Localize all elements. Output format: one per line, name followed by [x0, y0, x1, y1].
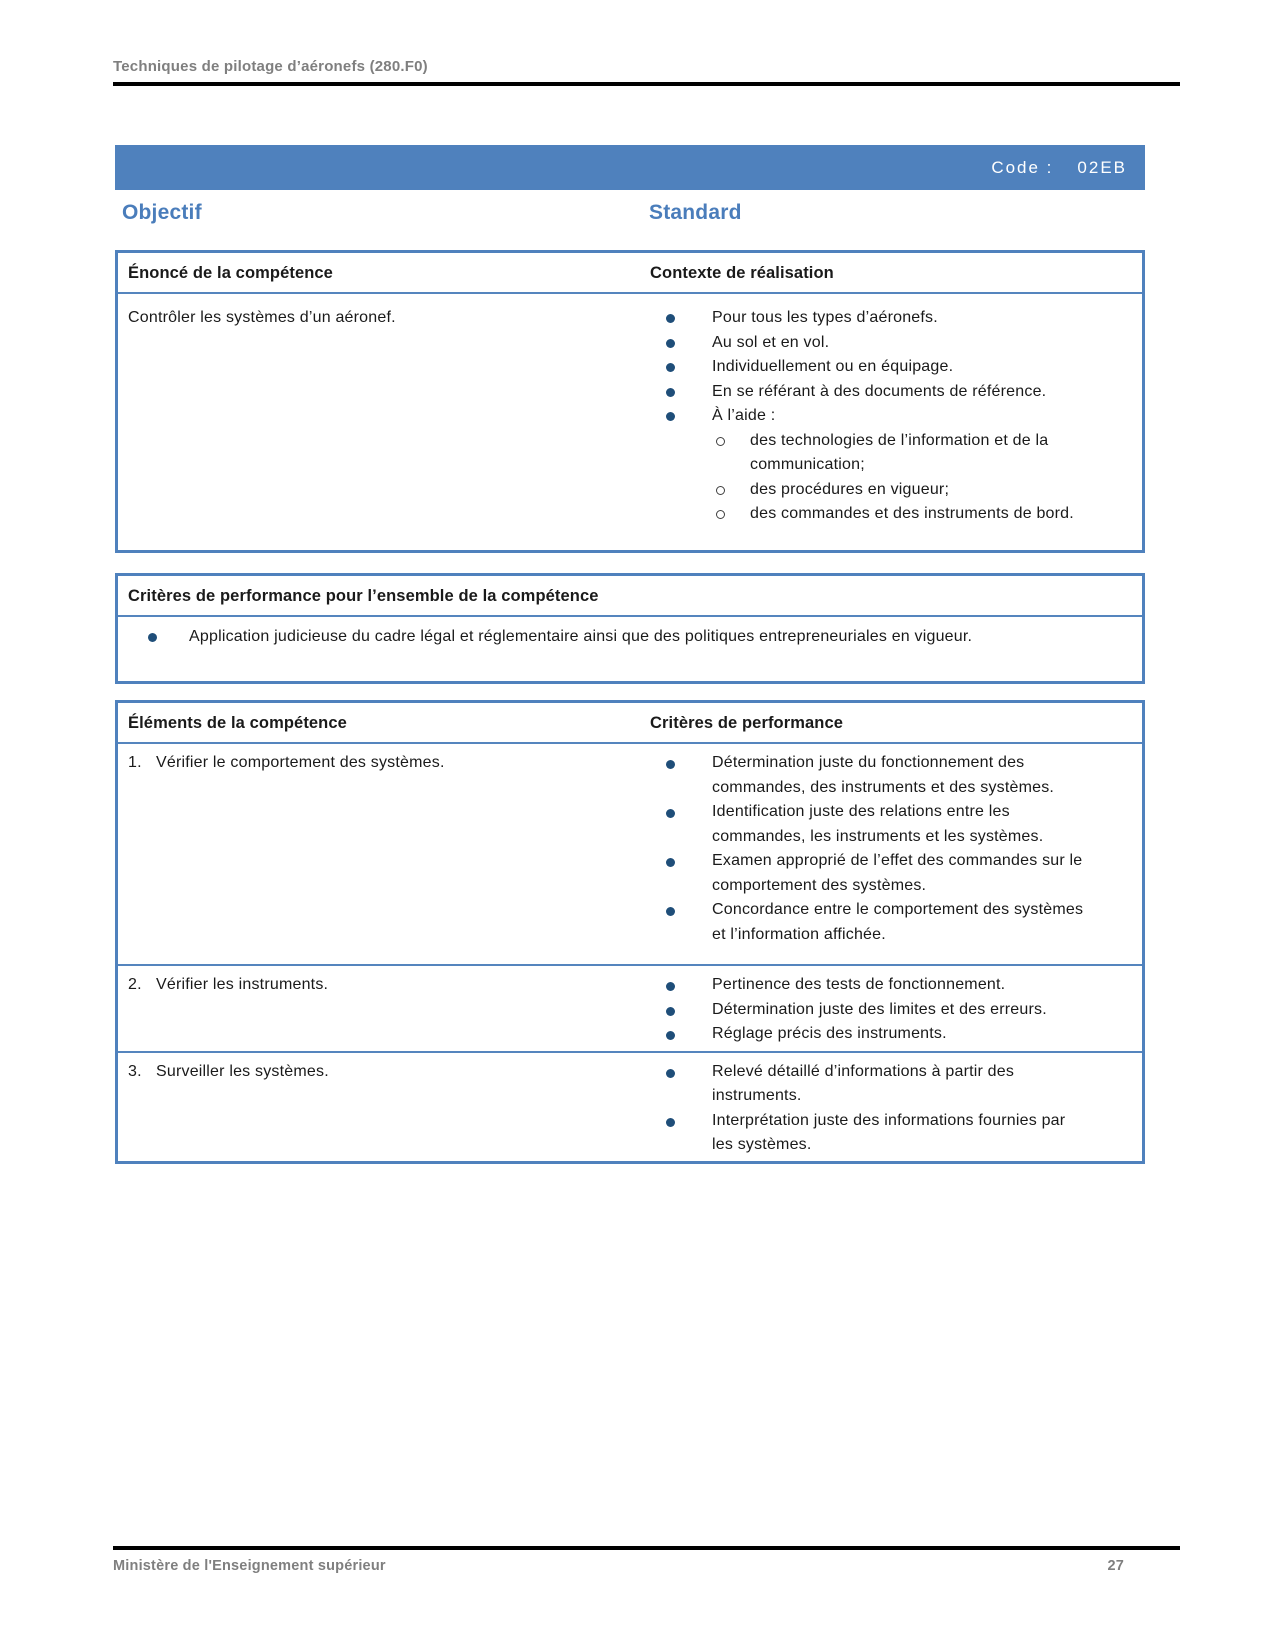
list-item: [640, 849, 1142, 898]
footer-ministry: Ministère de l'Enseignement supérieur: [113, 1558, 386, 1574]
bullet-icon: [666, 1007, 675, 1016]
criteria-bullet-list: [640, 1060, 1142, 1158]
code-label: Code :: [991, 157, 1054, 177]
criteria-cell: [640, 1060, 1142, 1158]
elements-header: Éléments de la compétence: [128, 714, 347, 732]
enonce-contexte-body-row: [118, 294, 1142, 533]
criteria-bullet-list: [640, 973, 1142, 1047]
list-item: [118, 625, 1142, 650]
list-item: [640, 800, 1142, 849]
list-item: [640, 355, 1134, 380]
elements-criteres-table: [115, 700, 1145, 1164]
element-cell: [118, 1060, 640, 1158]
competence-statement: Contrôler les systèmes d’un aéronef.: [128, 309, 396, 326]
criteria-cell: [640, 751, 1142, 960]
bullet-icon: [666, 1069, 675, 1078]
code-banner: [115, 145, 1145, 190]
table-row: [118, 744, 1142, 966]
element-cell: [118, 751, 640, 960]
element-text: Vérifier les instruments.: [156, 976, 329, 993]
code-value: 02EB: [1077, 157, 1127, 177]
circle-bullet-icon: [716, 437, 725, 446]
criteria-cell: [640, 973, 1142, 1047]
criteres-ensemble-table: [115, 573, 1145, 684]
table-row: [118, 966, 1142, 1053]
bullet-text: Interprétation juste des informations fournies par les systèmes.: [712, 1111, 1066, 1153]
bullet-text: Réglage précis des instruments.: [712, 1025, 947, 1042]
list-item: [640, 380, 1134, 405]
elements-criteres-header-row: [118, 703, 1142, 744]
criteres-ensemble-header: Critères de performance pour l’ensemble de la compétence: [118, 576, 1142, 617]
criteres-header: Critères de performance: [650, 714, 844, 732]
bullet-text: Examen approprié de l’effet des commandes sur le comportement des systèmes.: [712, 852, 1083, 894]
bullet-icon: [666, 363, 675, 372]
bullet-text: Pour tous les types d’aéronefs.: [712, 309, 938, 326]
element-text: Vérifier le comportement des systèmes.: [156, 754, 445, 771]
document-footer: [113, 1546, 1180, 1574]
list-item: [640, 306, 1134, 331]
document-header-title: Techniques de pilotage d’aéronefs (280.F0): [113, 58, 428, 75]
list-item: [640, 331, 1134, 356]
bullet-icon: [666, 1031, 675, 1040]
bullet-text: Concordance entre le comportement des systèmes et l’information affichée.: [712, 901, 1084, 943]
bullet-icon: [666, 858, 675, 867]
circle-bullet-icon: [716, 510, 725, 519]
sub-bullet-text: des procédures en vigueur;: [750, 480, 950, 498]
bullet-text: Détermination juste des limites et des erreurs.: [712, 1000, 1047, 1018]
element-cell: [118, 973, 640, 1047]
bullet-icon: [666, 388, 675, 397]
element-number: 1.: [128, 754, 142, 771]
list-item: [640, 1109, 1142, 1158]
enonce-contexte-table: [115, 250, 1145, 553]
enonce-contexte-header-row: [118, 253, 1142, 294]
bullet-icon: [148, 633, 157, 642]
element-text: Surveiller les systèmes.: [156, 1062, 329, 1080]
bullet-icon: [666, 412, 675, 421]
element-number: 2.: [128, 976, 142, 993]
list-item: [640, 1060, 1142, 1109]
circle-bullet-icon: [716, 486, 725, 495]
criteres-ensemble-body: [118, 617, 1142, 650]
bullet-icon: [666, 1118, 675, 1127]
criteres-ensemble-bullet-list: [118, 625, 1142, 650]
sub-bullet-text: des commandes et des instruments de bord.: [750, 505, 1074, 522]
contexte-cell: [640, 294, 1142, 533]
page-number: 27: [1107, 1558, 1124, 1574]
bullet-icon: [666, 339, 675, 348]
bullet-text: Pertinence des tests de fonctionnement.: [712, 976, 1006, 993]
list-item: [640, 998, 1142, 1023]
criteria-bullet-list: [640, 751, 1142, 947]
list-item: [640, 1022, 1142, 1047]
bullet-text: Relevé détaillé d’informations à partir des instruments.: [712, 1062, 1015, 1104]
element-number: 3.: [128, 1062, 142, 1080]
bullet-text: Détermination juste du fonctionnement des commandes, des instruments et des systèmes.: [712, 754, 1055, 796]
list-item: [640, 429, 1134, 478]
contexte-header: Contexte de réalisation: [650, 264, 834, 282]
document-header: [113, 58, 1180, 86]
bullet-icon: [666, 982, 675, 991]
bullet-text: Application judicieuse du cadre légal et réglementaire ainsi que des politiques entrepreneuriales en vigueur.: [189, 628, 973, 645]
list-item: [640, 751, 1142, 800]
list-item: [640, 898, 1142, 947]
table-row: [118, 1053, 1142, 1162]
list-item: [640, 973, 1142, 998]
standard-heading: Standard: [649, 201, 742, 224]
bullet-icon: [666, 314, 675, 323]
contexte-bullet-list: [640, 306, 1134, 429]
enonce-header: Énoncé de la compétence: [128, 264, 333, 282]
sub-bullet-text: des technologies de l’information et de la communication;: [750, 431, 1049, 473]
bullet-icon: [666, 809, 675, 818]
bullet-text: À l’aide :: [712, 407, 776, 424]
bullet-text: En se référant à des documents de référence.: [712, 382, 1047, 400]
objectif-heading: Objectif: [122, 201, 202, 224]
list-item: [640, 478, 1134, 503]
contexte-sub-bullet-list: [640, 429, 1134, 527]
bullet-text: Au sol et en vol.: [712, 333, 830, 351]
bullet-text: Identification juste des relations entre les commandes, les instruments et les systèmes.: [712, 803, 1044, 845]
bullet-text: Individuellement ou en équipage.: [712, 358, 954, 375]
bullet-icon: [666, 907, 675, 916]
list-item: [640, 404, 1134, 429]
bullet-icon: [666, 760, 675, 769]
list-item: [640, 502, 1134, 527]
